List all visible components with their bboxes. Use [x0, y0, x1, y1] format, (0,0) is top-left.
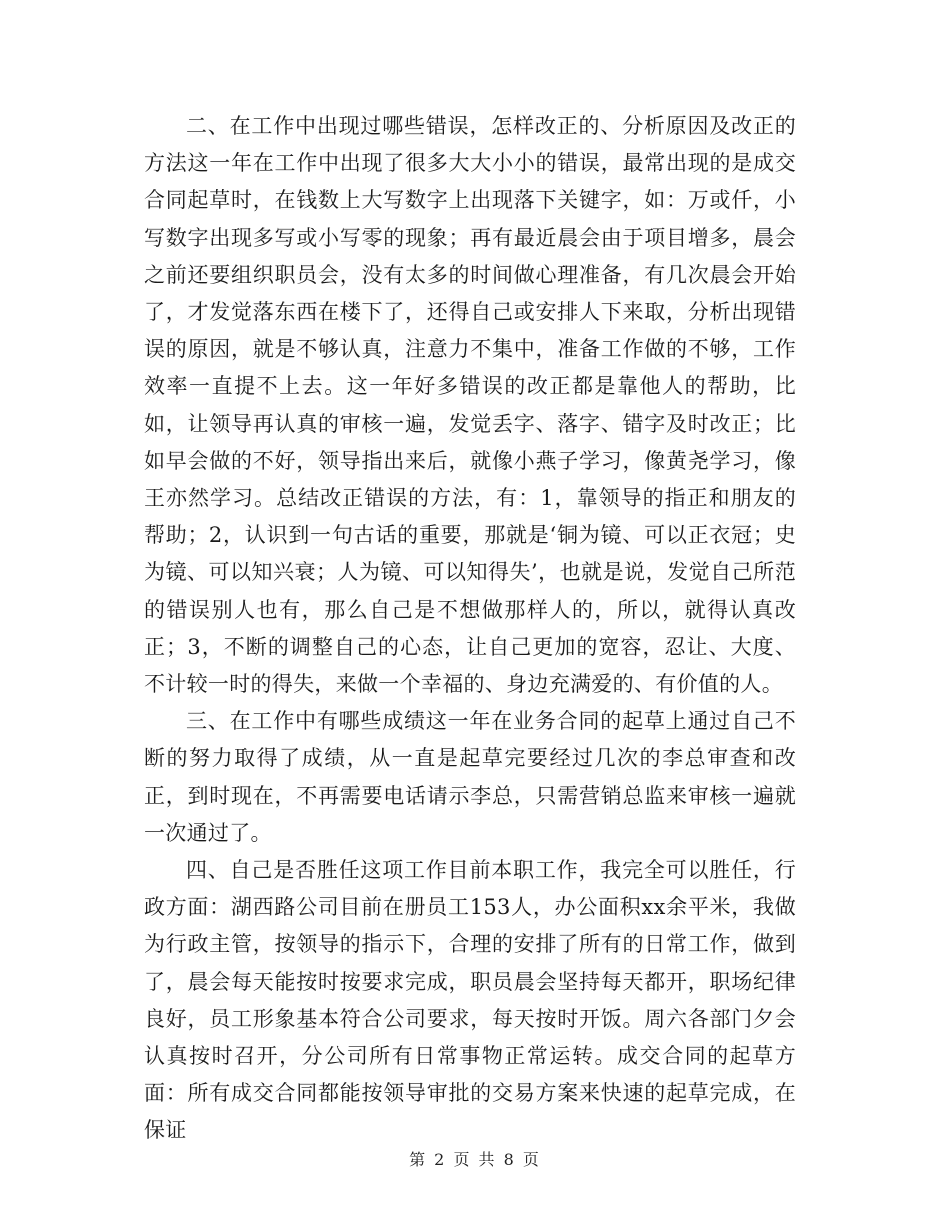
- page-footer: [0, 1147, 950, 1170]
- document-page: [144, 108, 796, 1208]
- paragraph-errors: 二、在工作中出现过哪些错误，怎样改正的、分析原因及改正的方法这一年在工作中出现了很多大大小小的错误，最常出现的是成交合同起草时，在钱数上大写数字上出现落下关键字，如：万或仟，小写数字出现多写或小写零的现象；再有最近晨会由于项目增多，晨会之前还要组织职员会，没有太多的时间做心理准备，有几次晨会开始了，才发觉落东西在楼下了，还得自己或安排人下来取，分析出现错误的原因，就是不够认真，注意力不集中，准备工作做的不够，工作效率一直提不上去。这一年好多错误的改正都是靠他人的帮助，比如，让领导再认真的审核一遍，发觉丢字、落字、错字及时改正；比如早会做的不好，领导指出来后，就像小燕子学习，像黄尧学习，像王亦然学习。总结改正错误的方法，有：1，靠领导的指正和朋友的帮助；2，认识到一句古话的重要，那就是‘铜为镜、可以正衣冠；史为镜、可以知兴衰；人为镜、可以知得失’，也就是说，发觉自己所范的错误别人也有，那么自己是不想做那样人的，所以，就得认真改正；3，不断的调整自己的心态，让自己更加的宽容，忍让、大度、不计较一时的得失，来做一个幸福的、身边充满爱的、有价值的人。: [144, 114, 796, 697]
- paragraph-competence: 四、自己是否胜任这项工作目前本职工作，我完全可以胜任，行政方面：湖西路公司目前在册员工153人，办公面积xx余平米，我做为行政主管，按领导的指示下，合理的安排了所有的日常工作，做到了，晨会每天能按时按要求完成，职员晨会坚持每天都开，职场纪律良好，员工形象基本符合公司要求，每天按时开饭。周六各部门夕会认真按时召开，分公司所有日常事物正常运转。成交合同的起草方面：所有成交合同都能按领导审批的交易方案来快速的起草完成，在保证: [144, 858, 796, 1143]
- paragraph-achievements: 三、在工作中有哪些成绩这一年在业务合同的起草上通过自己不断的努力取得了成绩，从一直是起草完要经过几次的李总审查和改正，到时现在，不再需要电话请示李总，只需营销总监来审核一遍就一次通过了。: [144, 709, 796, 845]
- page-number-label: 第 2 页 共 8 页: [409, 1150, 541, 1169]
